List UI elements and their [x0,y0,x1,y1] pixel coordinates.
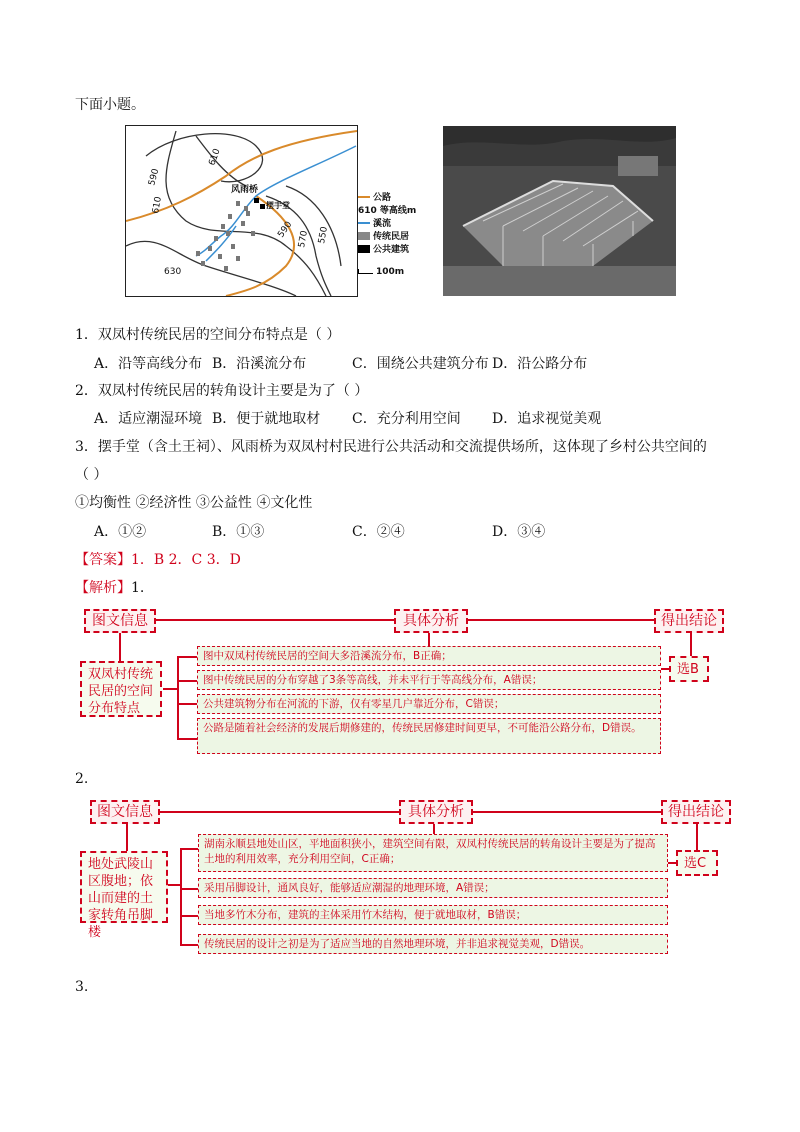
analysis-item: 公路是随着社会经济的发展后期修建的，传统民居修建时间更早，不可能沿公路分布，D错误。 [197,718,661,754]
q2-option-c: C．充分利用空间 [352,411,461,427]
contour-label: 610 [151,195,164,215]
answer-text: 1．B 2．C 3．D [131,552,241,568]
conclusion-header: 得出结论 [661,800,731,824]
q2-option-b: B．便于就地取材 [212,411,321,427]
contour-label: 590 [276,219,295,240]
road-swatch [358,196,370,198]
q1-option-b: B．沿溪流分布 [212,356,307,372]
analysis-item: 采用吊脚设计，通风良好，能够适应潮湿的地理环境，A错误； [198,878,668,898]
info-box: 双凤村传统民居的空间分布特点 [80,661,162,717]
info-header: 图文信息 [90,800,160,824]
analysis-number: 1. [131,580,145,596]
bridge-label: 风雨桥 [231,185,259,195]
contour-map-graphic [126,126,357,296]
q2-option-a: A．适应潮湿环境 [94,411,203,427]
q3-option-a: A．①② [94,524,147,540]
answer-label: 【答案】 [75,552,131,568]
map-legend [358,190,438,278]
analysis-label: 【解析】 [75,580,131,596]
info-box: 地处武陵山区腹地；依山而建的土家转角吊脚楼 [80,851,168,923]
contour-label: 550 [317,225,330,245]
legend-item: 公共建筑 [358,242,438,255]
contour-map [125,125,358,297]
answer-line [75,550,241,570]
question-3-paren: （ ） [75,467,108,483]
house-swatch [358,232,370,240]
analysis-item: 图中传统民居的分布穿越了3条等高线，并未平行于等高线分布，A错误； [197,670,661,690]
scale-bar: 100m [358,265,438,278]
legend-item: 传统民居 [358,229,438,242]
contour-label: 570 [297,229,310,249]
q3-option-b: B．①③ [212,524,265,540]
conclusion-box: 选C [676,850,718,876]
public-building-swatch [358,245,370,253]
analysis-header: 具体分析 [399,800,473,824]
conclusion-box: 选B [669,656,709,682]
analysis-item: 湖南永顺县地处山区，平地面积狭小，建筑空间有限，双凤村传统民居的转角设计主要是为了提高土地的利用效率，充分利用空间，C正确； [198,834,668,872]
analysis-header: 具体分析 [394,609,468,633]
question-3-items: ①均衡性 ②经济性 ③公益性 ④文化性 [75,495,313,511]
q2-option-d: D．追求视觉美观 [492,411,602,427]
legend-item: 610 等高线m [358,206,417,216]
analysis-number-3: 3. [75,979,89,995]
analysis-number-2: 2. [75,771,89,787]
analysis-item: 当地多竹木分布，建筑的主体采用竹木结构，便于就地取材，B错误； [198,905,668,925]
contour-label: 610 [207,147,223,168]
question-2-stem: 2．双凤村传统民居的转角设计主要是为了（ ） [75,383,369,399]
contour-label: 630 [164,267,182,277]
house-photo-graphic [443,126,676,296]
q1-option-d: D．沿公路分布 [492,356,588,372]
stream-swatch [358,222,370,224]
analysis-line [75,578,144,598]
info-header: 图文信息 [84,609,156,633]
q1-option-a: A．沿等高线分布 [94,356,203,372]
analysis-item: 传统民居的设计之初是为了适应当地的自然地理环境，并非追求视觉美观，D错误。 [198,934,668,954]
question-3-stem: 3．摆手堂（含土王祠）、风雨桥为双凤村村民进行公共活动和交流提供场所，这体现了乡村公共空间的 [75,439,707,455]
analysis-item: 公共建筑物分布在河流的下游，仅有零星几户靠近分布，C错误； [197,694,661,714]
q1-option-c: C．围绕公共建筑分布 [352,356,489,372]
conclusion-header: 得出结论 [654,609,724,633]
house-photo [443,126,676,296]
legend-item: 公路 [358,190,438,203]
contour-label: 590 [147,167,162,187]
question-1-stem: 1．双凤村传统民居的空间分布特点是（ ） [75,327,341,343]
hall-label: 摆手堂 [266,201,290,210]
legend-item: 溪流 [358,216,438,229]
q3-option-c: C．②④ [352,524,405,540]
q3-option-d: D．③④ [492,524,546,540]
intro-text: 下面小题。 [75,97,145,113]
analysis-item: 图中双凤村传统民居的空间大多沿溪流分布，B正确； [197,646,661,666]
